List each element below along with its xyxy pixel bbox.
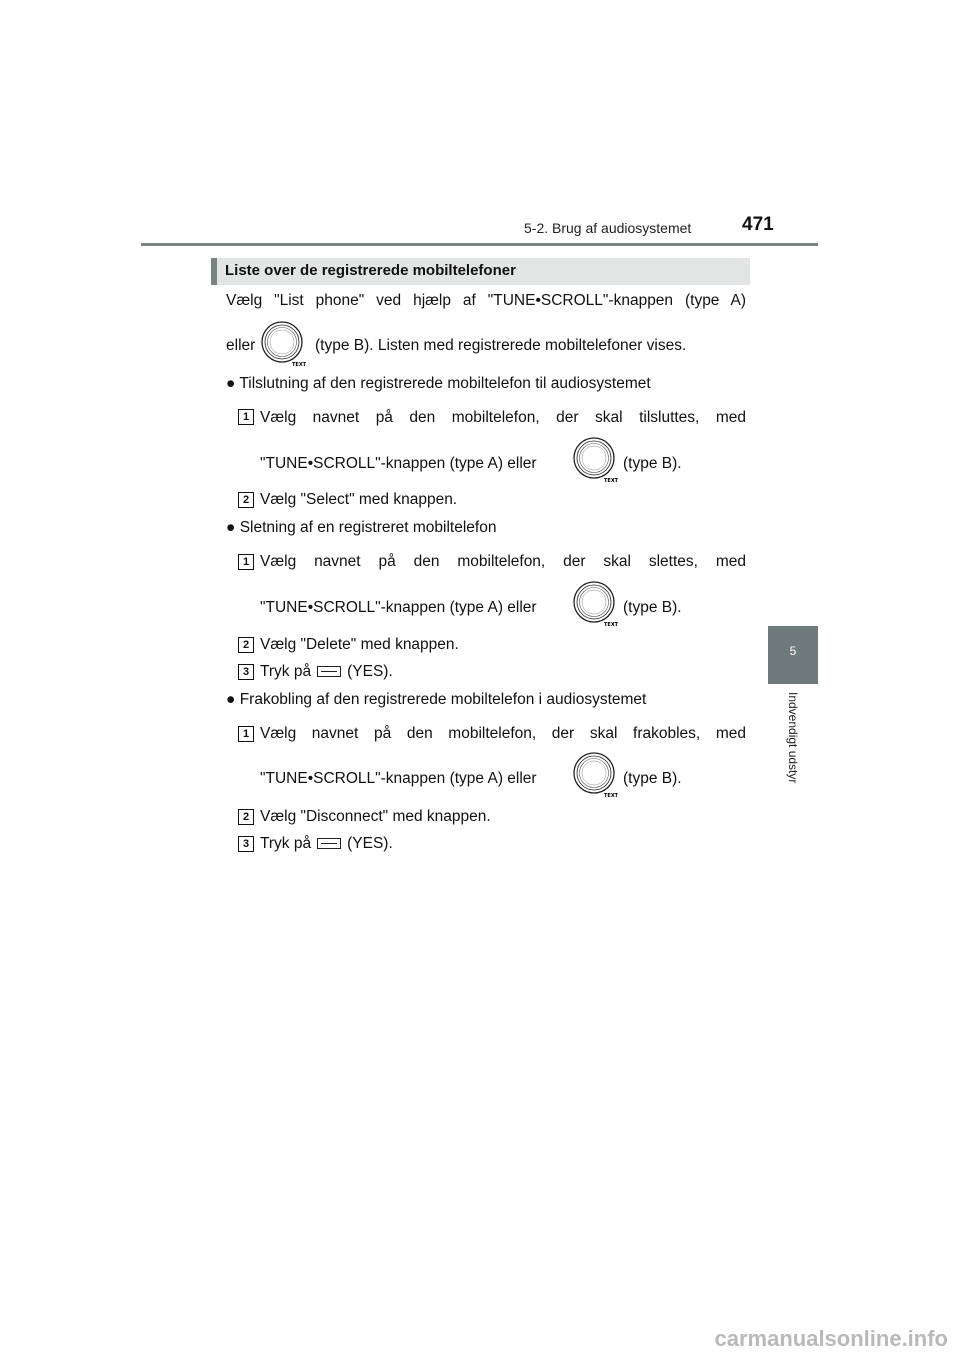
- step-number: 2: [238, 492, 254, 508]
- step-number: 1: [238, 409, 254, 425]
- step-number: 3: [238, 836, 254, 852]
- step-text: Vælg "Select" med knappen.: [260, 491, 458, 508]
- bullet-icon: ●: [226, 519, 236, 536]
- step-text: Vælg navnet på den mobiltelefon, der skal frakobles, med: [260, 725, 746, 742]
- step-text: Vælg "Disconnect" med knappen.: [260, 808, 491, 825]
- heading-text: Frakobling af den registrerede mobiltelefon i audiosystemet: [239, 691, 647, 708]
- step-text-start: Tryk på: [260, 835, 312, 852]
- watermark: carmanualsonline.info: [714, 1326, 948, 1351]
- step-text: [260, 835, 393, 853]
- select-button-icon: [317, 666, 341, 677]
- tune-dial-icon: [570, 749, 622, 806]
- heading-text: Tilslutning af den registrerede mobiltelefon til audiosystemet: [239, 375, 651, 392]
- step-number: 1: [238, 726, 254, 742]
- intro-line-1: Vælg "List phone" ved hjælp af "TUNE•SCROLL"-knappen (type A): [226, 292, 746, 309]
- header-rule: [141, 243, 818, 246]
- chapter-title-vertical: [770, 692, 816, 812]
- section-3-heading: [226, 691, 646, 709]
- step-number: 2: [238, 637, 254, 653]
- step-text: Vælg navnet på den mobiltelefon, der skal tilsluttes, med: [260, 409, 746, 426]
- step-number: 2: [238, 809, 254, 825]
- section-2-heading: [226, 519, 496, 537]
- step-text: [260, 663, 393, 681]
- chapter-title: Indvendigt udstyr: [786, 692, 800, 784]
- chapter-number: 5: [789, 644, 797, 658]
- title-bar-accent: [211, 258, 217, 285]
- step-number: 3: [238, 664, 254, 680]
- step-text: Vælg navnet på den mobiltelefon, der skal slettes, med: [260, 553, 746, 570]
- step-text: "TUNE•SCROLL"-knappen (type A) eller: [260, 455, 537, 472]
- bullet-icon: ●: [226, 375, 236, 392]
- bullet-icon: ●: [226, 691, 236, 708]
- step-text: (type B).: [623, 599, 682, 616]
- dial-label: TEXT: [604, 622, 619, 628]
- chapter-tab: [768, 626, 818, 684]
- step-text: (type B).: [623, 455, 682, 472]
- section-1-heading: [226, 375, 651, 393]
- step-text: "TUNE•SCROLL"-knappen (type A) eller: [260, 770, 537, 787]
- step-number: 1: [238, 554, 254, 570]
- step-text: (type B).: [623, 770, 682, 787]
- section-heading: 5-2. Brug af audiosystemet: [524, 220, 692, 236]
- subsection-title: Liste over de registrerede mobiltelefoner: [225, 262, 516, 279]
- select-button-icon: [317, 838, 341, 849]
- dial-label: TEXT: [604, 793, 619, 799]
- step-text-start: Tryk på: [260, 663, 312, 680]
- heading-text: Sletning af en registreret mobiltelefon: [239, 519, 497, 536]
- tune-dial-icon: [570, 578, 622, 635]
- tune-dial-icon: [570, 434, 622, 491]
- page-number: 471: [742, 214, 774, 235]
- step-text-end: (YES).: [347, 663, 393, 680]
- intro-line-2-start: eller: [226, 337, 256, 354]
- subsection-title-bar: [211, 258, 750, 285]
- step-text: "TUNE•SCROLL"-knappen (type A) eller: [260, 599, 537, 616]
- dial-label: TEXT: [292, 362, 307, 368]
- intro-line-2-end: (type B). Listen med registrerede mobiltelefoner vises.: [315, 337, 687, 354]
- step-text: Vælg "Delete" med knappen.: [260, 636, 459, 653]
- step-text-end: (YES).: [347, 835, 393, 852]
- tune-dial-icon: [258, 318, 310, 375]
- dial-label: TEXT: [604, 478, 619, 484]
